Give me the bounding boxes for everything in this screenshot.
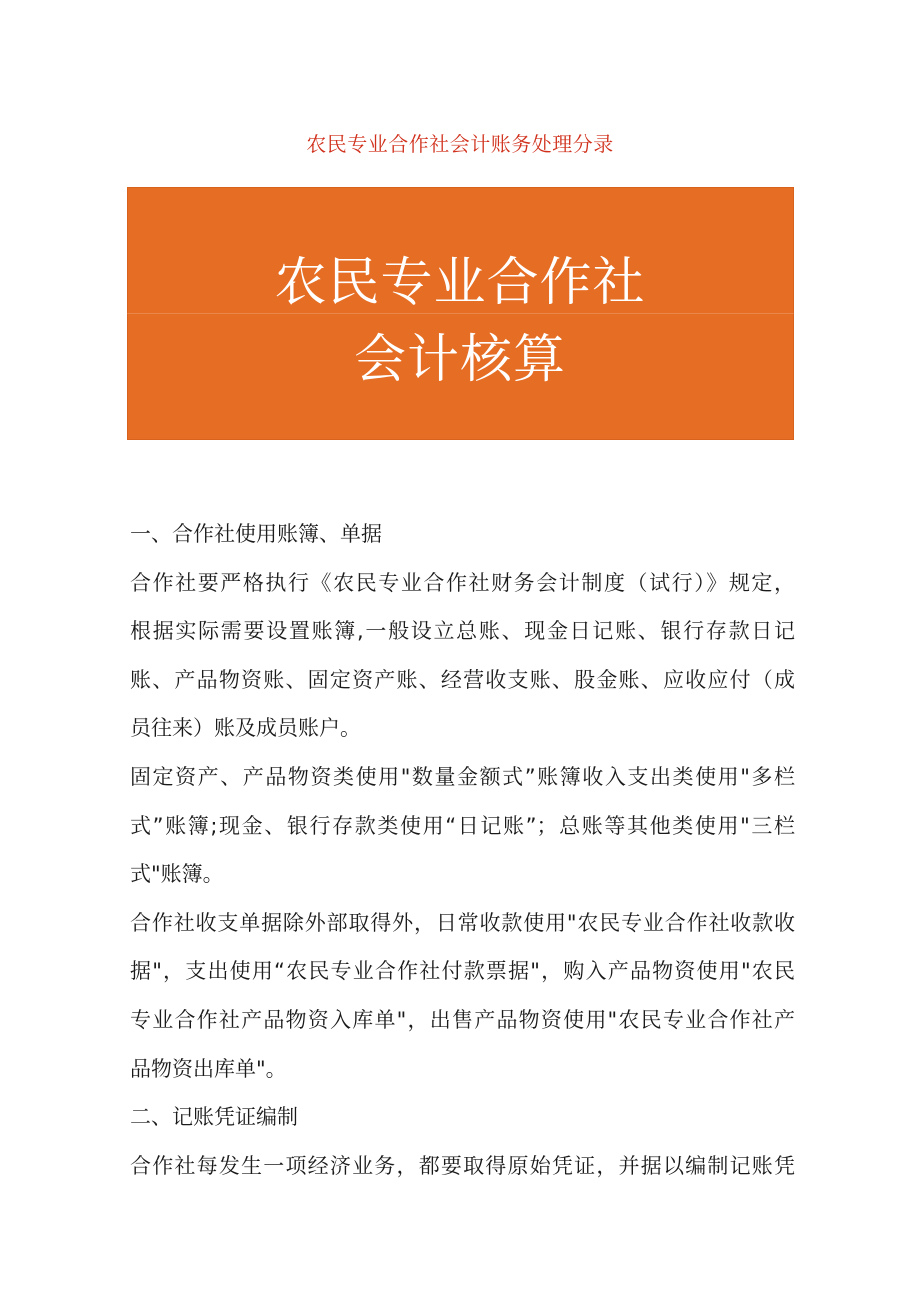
body-line: 根据实际需要设置账簿,一般设立总账、现金日记账、银行存款日记 xyxy=(130,619,795,644)
body-line: 合作社收支单据除外部取得外，日常收款使用"农民专业合作社收款收 xyxy=(130,910,795,935)
body-line: 式”账簿;现金、银行存款类使用“日记账”；总账等其他类使用"三栏 xyxy=(130,813,795,838)
body-line: 式"账簿。 xyxy=(130,862,224,887)
document-body xyxy=(130,510,795,1190)
section-heading-1: 一、合作社使用账簿、单据 xyxy=(130,522,382,546)
section-heading-2: 二、记账凭证编制 xyxy=(130,1105,298,1130)
document-title: 农民专业合作社会计账务处理分录 xyxy=(306,132,614,156)
body-line: 账、产品物资账、固定资产账、经营收支账、股金账、应收应付（成 xyxy=(130,667,795,692)
body-line: 合作社每发生一项经济业务，都要取得原始凭证，并据以编制记账凭 xyxy=(130,1153,795,1178)
body-line: 固定资产、产品物资类使用"数量金额式”账簿收入支出类使用"多栏 xyxy=(130,764,795,789)
banner-title-line-1: 农民专业合作社 xyxy=(274,253,646,313)
body-line: 合作社要严格执行《农民专业合作社财务会计制度（试行）》规定， xyxy=(130,570,795,595)
banner-title-line-2: 会计核算 xyxy=(353,330,566,390)
body-line: 据"，支出使用“农民专业合作社付款票据"，购入产品物资使用"农民 xyxy=(130,959,795,984)
body-line: 品物资出库单"。 xyxy=(130,1056,287,1081)
body-line: 专业合作社产品物资入库单"，出售产品物资使用"农民专业合作社产 xyxy=(130,1007,795,1032)
body-line: 员往来）账及成员账户。 xyxy=(130,716,361,741)
